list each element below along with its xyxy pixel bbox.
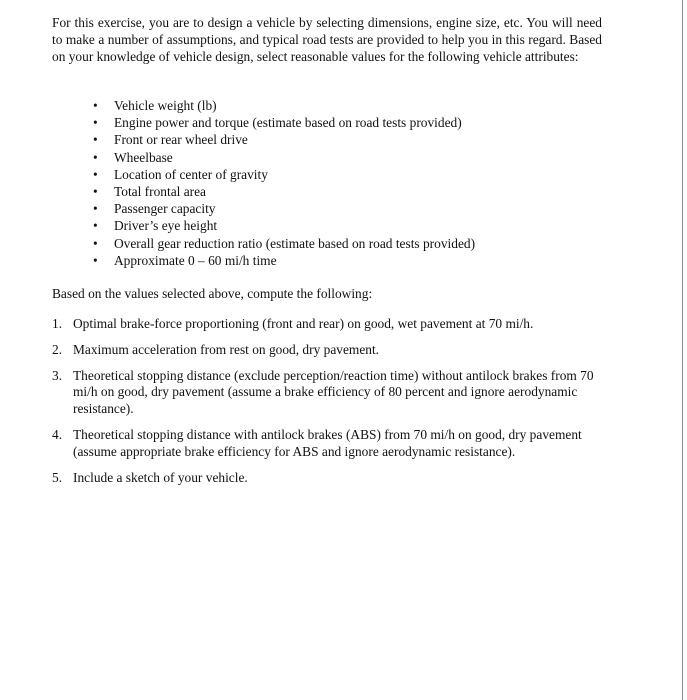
intro-paragraph: For this exercise, you are to design a vehicle by selecting dimensions, engine size, etc. You will need to make a number of assumptions, and typical road tests are provided to help you in this regard. Based on your knowledge of vehicle design, select reasonable values for the following vehicle attributes: — [52, 15, 602, 64]
item-number: 2. — [52, 341, 63, 357]
list-item — [89, 131, 475, 148]
bullet-icon: • — [93, 115, 98, 131]
bullet-icon: • — [93, 235, 98, 251]
task-text: Theoretical stopping distance with antilock brakes (ABS) from 70 mi/h on good, dry pavement (assume appropriate brake efficiency for ABS and ignore aerodynamic resistance). — [73, 426, 582, 459]
list-item — [52, 342, 612, 359]
attribute-text: Passenger capacity — [114, 201, 216, 217]
task-text: Include a sketch of your vehicle. — [73, 469, 248, 485]
list-item — [52, 427, 612, 461]
item-number: 3. — [52, 367, 63, 383]
attribute-text: Approximate 0 – 60 mi/h time — [114, 252, 277, 268]
bullet-icon: • — [93, 218, 98, 234]
list-item — [89, 217, 475, 234]
attribute-text: Vehicle weight (lb) — [114, 98, 217, 113]
task-text: Theoretical stopping distance (exclude perception/reaction time) without antilock brakes from 70 mi/h on good, dry pavement (assume a brake efficiency of 80 percent and ignore aerodynamic resistance). — [73, 367, 594, 417]
list-item — [89, 183, 475, 200]
vehicle-attributes-list — [89, 97, 475, 269]
bullet-icon: • — [93, 184, 98, 200]
bullet-icon: • — [93, 149, 98, 165]
attribute-text: Front or rear wheel drive — [114, 132, 248, 148]
list-item — [89, 114, 475, 131]
list-item — [89, 200, 475, 217]
bullet-icon: • — [93, 132, 98, 148]
list-item — [89, 235, 475, 252]
list-item — [89, 252, 475, 269]
task-text: Maximum acceleration from rest on good, dry pavement. — [73, 341, 380, 357]
bullet-icon: • — [93, 201, 98, 217]
item-number: 5. — [52, 469, 63, 485]
attribute-text: Overall gear reduction ratio (estimate based on road tests provided) — [114, 235, 476, 251]
attribute-text: Location of center of gravity — [114, 166, 268, 182]
compute-intro-text: Based on the values selected above, compute the following: — [52, 286, 373, 301]
bullet-icon: • — [93, 98, 98, 113]
list-item — [89, 166, 475, 183]
attribute-text: Driver’s eye height — [114, 218, 218, 234]
bullet-icon: • — [93, 252, 98, 268]
list-item — [89, 97, 475, 114]
tasks-list — [52, 316, 612, 495]
item-number: 4. — [52, 426, 63, 442]
attribute-text: Total frontal area — [114, 184, 207, 200]
task-text: Optimal brake-force proportioning (front and rear) on good, wet pavement at 70 mi/h. — [73, 316, 534, 331]
list-item — [52, 470, 612, 487]
list-item — [52, 368, 612, 418]
list-item — [89, 149, 475, 166]
attribute-text: Engine power and torque (estimate based on road tests provided) — [114, 115, 462, 131]
bullet-icon: • — [93, 166, 98, 182]
page-edge-divider — [682, 0, 683, 700]
list-item — [52, 316, 612, 333]
attribute-text: Wheelbase — [114, 149, 173, 165]
item-number: 1. — [52, 316, 63, 331]
